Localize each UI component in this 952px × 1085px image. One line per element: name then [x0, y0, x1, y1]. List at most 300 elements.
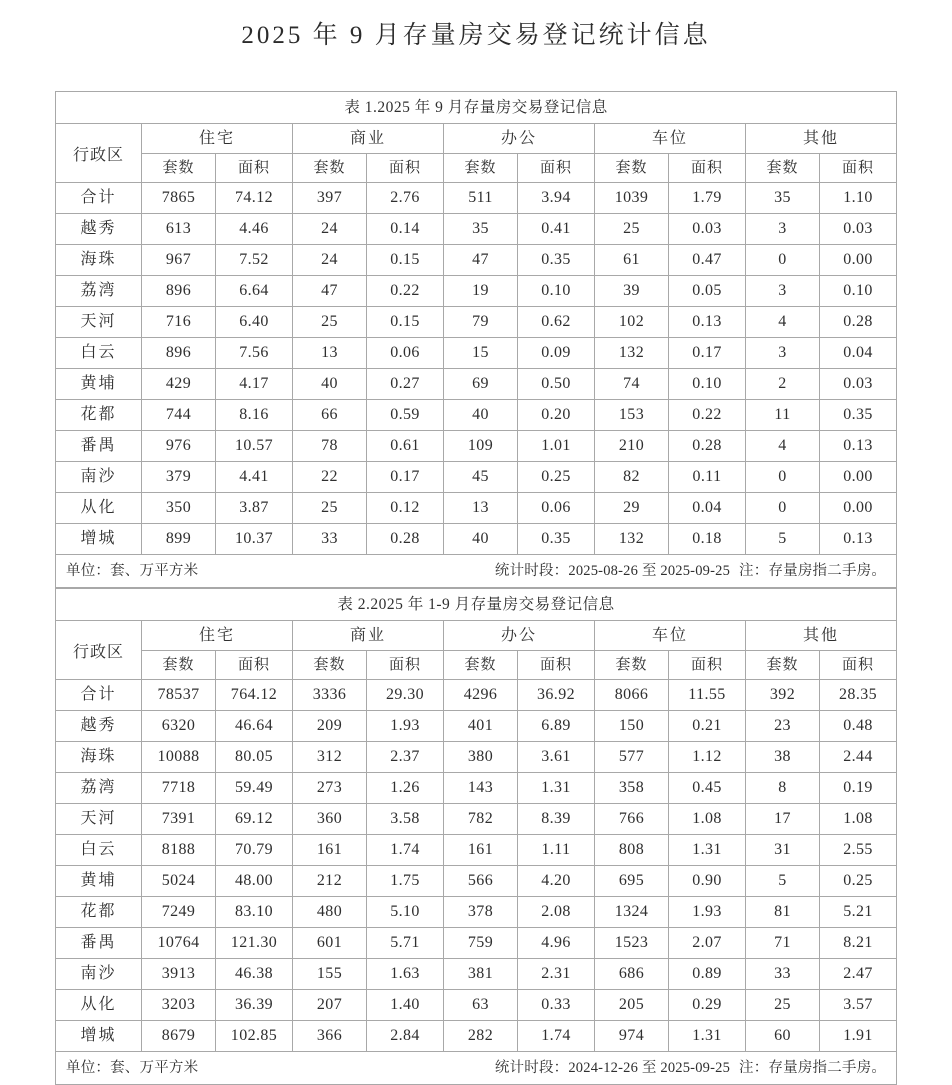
data-cell: 899	[142, 524, 216, 555]
data-cell: 2.07	[669, 928, 746, 959]
data-cell: 0.00	[820, 462, 897, 493]
footnote-period: 统计时段：2024-12-26 至 2025-09-25	[494, 1060, 731, 1076]
data-cell: 782	[444, 804, 518, 835]
data-cell: 0.13	[669, 307, 746, 338]
column-sub-header: 面积	[518, 651, 595, 680]
data-cell: 0.33	[518, 990, 595, 1021]
data-cell: 7.52	[216, 245, 293, 276]
data-cell: 48.00	[216, 866, 293, 897]
column-group-header: 车位	[595, 124, 746, 154]
column-sub-header: 套数	[293, 651, 367, 680]
table-footnote	[56, 555, 897, 588]
column-group-header: 住宅	[142, 124, 293, 154]
data-cell: 47	[444, 245, 518, 276]
data-cell: 132	[595, 524, 669, 555]
data-cell: 6.40	[216, 307, 293, 338]
data-cell: 381	[444, 959, 518, 990]
column-group-header: 商业	[293, 621, 444, 651]
table-footer-row	[56, 555, 897, 588]
table-row	[56, 990, 897, 1021]
data-cell: 0.13	[820, 431, 897, 462]
table-row	[56, 369, 897, 400]
data-cell: 0.25	[518, 462, 595, 493]
data-cell: 1.40	[367, 990, 444, 1021]
column-sub-header: 套数	[444, 651, 518, 680]
data-cell: 150	[595, 711, 669, 742]
data-cell: 358	[595, 773, 669, 804]
data-cell: 896	[142, 276, 216, 307]
data-cell: 401	[444, 711, 518, 742]
data-cell: 1.08	[820, 804, 897, 835]
table-footer-row	[56, 1052, 897, 1085]
table-row	[56, 773, 897, 804]
data-cell: 35	[746, 183, 820, 214]
table-row	[56, 1021, 897, 1052]
data-cell: 577	[595, 742, 669, 773]
data-cell: 47	[293, 276, 367, 307]
data-cell: 15	[444, 338, 518, 369]
region-name-cell: 从化	[56, 990, 142, 1021]
data-cell: 0.25	[820, 866, 897, 897]
region-name-cell: 番禺	[56, 928, 142, 959]
data-cell: 8066	[595, 680, 669, 711]
data-cell: 0.13	[820, 524, 897, 555]
data-cell: 4.96	[518, 928, 595, 959]
table-row	[56, 431, 897, 462]
data-cell: 40	[293, 369, 367, 400]
column-group-header: 其他	[746, 621, 897, 651]
data-cell: 2.31	[518, 959, 595, 990]
data-cell: 5.21	[820, 897, 897, 928]
data-cell: 7391	[142, 804, 216, 835]
data-cell: 0.28	[669, 431, 746, 462]
table-footnote	[56, 1052, 897, 1085]
data-cell: 2.47	[820, 959, 897, 990]
column-header-region: 行政区	[56, 621, 142, 680]
data-cell: 6.89	[518, 711, 595, 742]
group-header-row	[56, 621, 897, 651]
data-cell: 10.37	[216, 524, 293, 555]
data-cell: 0.15	[367, 245, 444, 276]
footnote-period: 统计时段：2025-08-26 至 2025-09-25	[494, 563, 731, 579]
data-cell: 2.37	[367, 742, 444, 773]
data-cell: 366	[293, 1021, 367, 1052]
data-cell: 686	[595, 959, 669, 990]
column-group-header: 办公	[444, 124, 595, 154]
data-cell: 19	[444, 276, 518, 307]
data-cell: 4	[746, 431, 820, 462]
data-cell: 46.64	[216, 711, 293, 742]
data-cell: 764.12	[216, 680, 293, 711]
data-cell: 78	[293, 431, 367, 462]
table-row	[56, 928, 897, 959]
data-cell: 40	[444, 524, 518, 555]
data-cell: 7249	[142, 897, 216, 928]
data-cell: 24	[293, 245, 367, 276]
data-cell: 28.35	[820, 680, 897, 711]
data-cell: 0.00	[820, 245, 897, 276]
data-cell: 0	[746, 462, 820, 493]
region-name-cell: 增城	[56, 1021, 142, 1052]
region-name-cell: 白云	[56, 835, 142, 866]
data-cell: 0.17	[669, 338, 746, 369]
data-cell: 429	[142, 369, 216, 400]
tables-container	[55, 91, 897, 1085]
data-cell: 8.16	[216, 400, 293, 431]
table-row	[56, 897, 897, 928]
data-cell: 70.79	[216, 835, 293, 866]
data-cell: 74	[595, 369, 669, 400]
data-cell: 378	[444, 897, 518, 928]
data-cell: 480	[293, 897, 367, 928]
footnote-right-group	[495, 1052, 886, 1084]
column-sub-header: 面积	[518, 154, 595, 183]
data-cell: 967	[142, 245, 216, 276]
table-row	[56, 959, 897, 990]
column-sub-header: 面积	[216, 651, 293, 680]
data-cell: 212	[293, 866, 367, 897]
data-cell: 0.89	[669, 959, 746, 990]
column-sub-header: 套数	[142, 154, 216, 183]
data-cell: 1.31	[518, 773, 595, 804]
region-name-cell: 黄埔	[56, 369, 142, 400]
data-cell: 3.87	[216, 493, 293, 524]
data-cell: 0.47	[669, 245, 746, 276]
data-cell: 5.71	[367, 928, 444, 959]
data-cell: 0.10	[669, 369, 746, 400]
data-cell: 0.19	[820, 773, 897, 804]
table-caption: 表 1.2025 年 9 月存量房交易登记信息	[56, 92, 897, 124]
data-cell: 0.41	[518, 214, 595, 245]
data-cell: 132	[595, 338, 669, 369]
region-name-cell: 花都	[56, 400, 142, 431]
data-cell: 3	[746, 214, 820, 245]
data-cell: 1.93	[367, 711, 444, 742]
region-name-cell: 黄埔	[56, 866, 142, 897]
column-sub-header: 套数	[746, 154, 820, 183]
data-cell: 121.30	[216, 928, 293, 959]
data-cell: 350	[142, 493, 216, 524]
data-cell: 3913	[142, 959, 216, 990]
data-cell: 71	[746, 928, 820, 959]
data-cell: 35	[444, 214, 518, 245]
data-cell: 63	[444, 990, 518, 1021]
footnote-unit: 单位：套、万平方米	[66, 563, 199, 579]
column-sub-header: 面积	[820, 651, 897, 680]
data-cell: 22	[293, 462, 367, 493]
data-cell: 82	[595, 462, 669, 493]
column-sub-header: 套数	[746, 651, 820, 680]
region-name-cell: 增城	[56, 524, 142, 555]
data-cell: 282	[444, 1021, 518, 1052]
table-row	[56, 214, 897, 245]
data-cell: 1039	[595, 183, 669, 214]
data-cell: 0.50	[518, 369, 595, 400]
data-cell: 78537	[142, 680, 216, 711]
data-cell: 4	[746, 307, 820, 338]
data-cell: 0.11	[669, 462, 746, 493]
data-cell: 45	[444, 462, 518, 493]
table-row	[56, 493, 897, 524]
data-cell: 0.06	[367, 338, 444, 369]
data-cell: 0.27	[367, 369, 444, 400]
data-cell: 1.74	[518, 1021, 595, 1052]
data-cell: 0	[746, 493, 820, 524]
data-cell: 2.44	[820, 742, 897, 773]
data-cell: 0.17	[367, 462, 444, 493]
data-cell: 155	[293, 959, 367, 990]
data-cell: 83.10	[216, 897, 293, 928]
data-cell: 5	[746, 524, 820, 555]
data-cell: 716	[142, 307, 216, 338]
data-cell: 10088	[142, 742, 216, 773]
data-cell: 1.01	[518, 431, 595, 462]
data-cell: 1.63	[367, 959, 444, 990]
table-row	[56, 742, 897, 773]
data-cell: 0.14	[367, 214, 444, 245]
data-cell: 66	[293, 400, 367, 431]
data-cell: 0.28	[367, 524, 444, 555]
footnote-note: 注：存量房指二手房。	[739, 563, 887, 579]
region-name-cell: 番禺	[56, 431, 142, 462]
table-row	[56, 835, 897, 866]
region-name-cell: 海珠	[56, 245, 142, 276]
data-cell: 102	[595, 307, 669, 338]
data-cell: 0.05	[669, 276, 746, 307]
data-cell: 744	[142, 400, 216, 431]
data-cell: 566	[444, 866, 518, 897]
data-cell: 3203	[142, 990, 216, 1021]
data-cell: 0.04	[669, 493, 746, 524]
data-cell: 1.10	[820, 183, 897, 214]
data-cell: 153	[595, 400, 669, 431]
data-cell: 8.39	[518, 804, 595, 835]
stat-table-2	[55, 588, 897, 1085]
table-row	[56, 276, 897, 307]
column-sub-header: 面积	[669, 154, 746, 183]
data-cell: 80.05	[216, 742, 293, 773]
data-cell: 40	[444, 400, 518, 431]
data-cell: 8.21	[820, 928, 897, 959]
data-cell: 0.90	[669, 866, 746, 897]
region-name-cell: 花都	[56, 897, 142, 928]
data-cell: 29.30	[367, 680, 444, 711]
data-cell: 2.76	[367, 183, 444, 214]
data-cell: 161	[293, 835, 367, 866]
data-cell: 60	[746, 1021, 820, 1052]
data-cell: 36.92	[518, 680, 595, 711]
data-cell: 360	[293, 804, 367, 835]
data-cell: 1.74	[367, 835, 444, 866]
data-cell: 808	[595, 835, 669, 866]
table-row	[56, 400, 897, 431]
data-cell: 0.12	[367, 493, 444, 524]
data-cell: 5024	[142, 866, 216, 897]
table-row	[56, 680, 897, 711]
data-cell: 759	[444, 928, 518, 959]
data-cell: 1523	[595, 928, 669, 959]
data-cell: 0.35	[518, 524, 595, 555]
data-cell: 976	[142, 431, 216, 462]
table-row	[56, 524, 897, 555]
data-cell: 0.03	[820, 214, 897, 245]
data-cell: 0.10	[518, 276, 595, 307]
table-row	[56, 183, 897, 214]
column-group-header: 住宅	[142, 621, 293, 651]
data-cell: 81	[746, 897, 820, 928]
data-cell: 38	[746, 742, 820, 773]
data-cell: 0.18	[669, 524, 746, 555]
data-cell: 5	[746, 866, 820, 897]
data-cell: 205	[595, 990, 669, 1021]
data-cell: 695	[595, 866, 669, 897]
table-row	[56, 307, 897, 338]
table-row	[56, 866, 897, 897]
data-cell: 5.10	[367, 897, 444, 928]
data-cell: 6.64	[216, 276, 293, 307]
page-title: 2025 年 9 月存量房交易登记统计信息	[241, 22, 711, 49]
data-cell: 1.08	[669, 804, 746, 835]
table-caption-row	[56, 589, 897, 621]
data-cell: 312	[293, 742, 367, 773]
column-sub-header: 套数	[142, 651, 216, 680]
region-name-cell: 合计	[56, 680, 142, 711]
data-cell: 25	[746, 990, 820, 1021]
data-cell: 25	[293, 307, 367, 338]
data-cell: 380	[444, 742, 518, 773]
data-cell: 8679	[142, 1021, 216, 1052]
data-cell: 3	[746, 338, 820, 369]
data-cell: 1.93	[669, 897, 746, 928]
data-cell: 0.35	[518, 245, 595, 276]
data-cell: 397	[293, 183, 367, 214]
footnote-note: 注：存量房指二手房。	[739, 1060, 887, 1076]
data-cell: 0.10	[820, 276, 897, 307]
data-cell: 896	[142, 338, 216, 369]
data-cell: 379	[142, 462, 216, 493]
column-sub-header: 面积	[367, 651, 444, 680]
data-cell: 0.00	[820, 493, 897, 524]
column-group-header: 办公	[444, 621, 595, 651]
data-cell: 3.58	[367, 804, 444, 835]
data-cell: 25	[595, 214, 669, 245]
data-cell: 2	[746, 369, 820, 400]
region-name-cell: 南沙	[56, 959, 142, 990]
data-cell: 23	[746, 711, 820, 742]
region-name-cell: 越秀	[56, 214, 142, 245]
data-cell: 69	[444, 369, 518, 400]
data-cell: 0.35	[820, 400, 897, 431]
column-group-header: 其他	[746, 124, 897, 154]
column-sub-header: 套数	[444, 154, 518, 183]
data-cell: 10764	[142, 928, 216, 959]
data-cell: 7718	[142, 773, 216, 804]
data-cell: 59.49	[216, 773, 293, 804]
data-cell: 7.56	[216, 338, 293, 369]
data-cell: 1.26	[367, 773, 444, 804]
data-cell: 0.61	[367, 431, 444, 462]
data-cell: 2.08	[518, 897, 595, 928]
data-cell: 109	[444, 431, 518, 462]
region-name-cell: 合计	[56, 183, 142, 214]
column-sub-header: 面积	[367, 154, 444, 183]
group-header-row	[56, 124, 897, 154]
table-row	[56, 245, 897, 276]
data-cell: 974	[595, 1021, 669, 1052]
data-cell: 69.12	[216, 804, 293, 835]
data-cell: 1.31	[669, 835, 746, 866]
data-cell: 74.12	[216, 183, 293, 214]
data-cell: 1324	[595, 897, 669, 928]
region-name-cell: 海珠	[56, 742, 142, 773]
data-cell: 25	[293, 493, 367, 524]
data-cell: 4.17	[216, 369, 293, 400]
data-cell: 0.28	[820, 307, 897, 338]
data-cell: 3	[746, 276, 820, 307]
region-name-cell: 从化	[56, 493, 142, 524]
column-header-region: 行政区	[56, 124, 142, 183]
data-cell: 33	[293, 524, 367, 555]
data-cell: 6320	[142, 711, 216, 742]
data-cell: 102.85	[216, 1021, 293, 1052]
data-cell: 8	[746, 773, 820, 804]
data-cell: 392	[746, 680, 820, 711]
data-cell: 2.84	[367, 1021, 444, 1052]
sub-header-row	[56, 154, 897, 183]
data-cell: 766	[595, 804, 669, 835]
data-cell: 3.61	[518, 742, 595, 773]
data-cell: 31	[746, 835, 820, 866]
data-cell: 36.39	[216, 990, 293, 1021]
data-cell: 29	[595, 493, 669, 524]
region-name-cell: 南沙	[56, 462, 142, 493]
data-cell: 17	[746, 804, 820, 835]
table-row	[56, 462, 897, 493]
data-cell: 61	[595, 245, 669, 276]
data-cell: 11	[746, 400, 820, 431]
data-cell: 0	[746, 245, 820, 276]
data-cell: 0.45	[669, 773, 746, 804]
data-cell: 39	[595, 276, 669, 307]
column-sub-header: 面积	[820, 154, 897, 183]
table-caption: 表 2.2025 年 1-9 月存量房交易登记信息	[56, 589, 897, 621]
data-cell: 161	[444, 835, 518, 866]
data-cell: 3.94	[518, 183, 595, 214]
data-cell: 79	[444, 307, 518, 338]
data-cell: 1.11	[518, 835, 595, 866]
data-cell: 0.62	[518, 307, 595, 338]
data-cell: 3.57	[820, 990, 897, 1021]
data-cell: 0.21	[669, 711, 746, 742]
data-cell: 210	[595, 431, 669, 462]
region-name-cell: 荔湾	[56, 276, 142, 307]
data-cell: 7865	[142, 183, 216, 214]
data-cell: 0.29	[669, 990, 746, 1021]
data-cell: 0.04	[820, 338, 897, 369]
data-cell: 4.41	[216, 462, 293, 493]
data-cell: 3336	[293, 680, 367, 711]
region-name-cell: 天河	[56, 307, 142, 338]
footnote-right-group	[495, 555, 886, 587]
data-cell: 0.48	[820, 711, 897, 742]
data-cell: 4296	[444, 680, 518, 711]
data-cell: 613	[142, 214, 216, 245]
data-cell: 4.20	[518, 866, 595, 897]
column-group-header: 车位	[595, 621, 746, 651]
data-cell: 46.38	[216, 959, 293, 990]
table-row	[56, 338, 897, 369]
column-sub-header: 面积	[216, 154, 293, 183]
